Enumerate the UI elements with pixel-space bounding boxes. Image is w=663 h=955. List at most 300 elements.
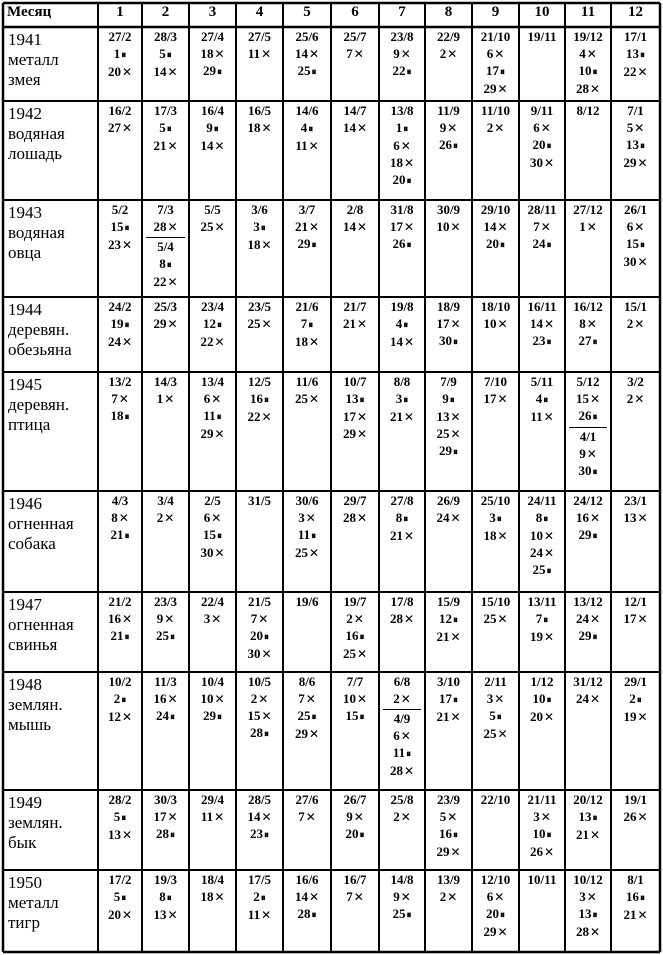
double-bar-icon: ⏸ bbox=[260, 893, 266, 904]
calendar-cell-1946-4 bbox=[237, 492, 282, 591]
day-value: 4 bbox=[300, 120, 308, 135]
new-moon-date bbox=[237, 299, 282, 316]
day-entry bbox=[380, 334, 424, 351]
calendar-cell-1947-9 bbox=[473, 593, 518, 671]
calendar-cell-1945-3 bbox=[190, 373, 235, 490]
double-bar-icon: ⏸ bbox=[264, 729, 269, 740]
day-value: 12 bbox=[439, 611, 452, 626]
day-entry bbox=[190, 545, 235, 562]
day-value: 29 bbox=[623, 155, 637, 170]
cell-divider bbox=[146, 237, 185, 238]
year-label-1949 bbox=[4, 791, 97, 869]
day-value: 29 bbox=[294, 726, 308, 741]
year-number: 1943 bbox=[8, 203, 42, 222]
day-entry bbox=[284, 889, 330, 906]
day-value: 28/11 bbox=[527, 202, 557, 217]
new-moon-date bbox=[143, 299, 188, 316]
day-value: 25 bbox=[532, 562, 546, 577]
calendar-cell-1948-1 bbox=[99, 673, 141, 789]
day-entry bbox=[520, 809, 564, 826]
day-entry bbox=[520, 629, 564, 646]
day-value: 13/12 bbox=[573, 594, 603, 609]
double-bar-icon: ⏸ bbox=[166, 50, 172, 61]
day-value: 7 bbox=[346, 889, 353, 904]
day-entry bbox=[237, 809, 282, 826]
day-entry bbox=[473, 63, 518, 81]
day-value: 16 bbox=[575, 510, 589, 525]
day-value: 11 bbox=[203, 408, 216, 423]
day-value: 16/5 bbox=[247, 103, 272, 118]
day-value: 24 bbox=[529, 545, 543, 560]
day-value: 24 bbox=[107, 334, 121, 349]
new-moon-date bbox=[332, 493, 378, 510]
day-entry bbox=[426, 316, 471, 333]
day-value: 27/12 bbox=[573, 202, 603, 217]
day-entry bbox=[566, 809, 610, 827]
day-entry bbox=[380, 691, 424, 708]
day-value: 6 bbox=[626, 219, 634, 234]
double-bar-icon: ⏸ bbox=[308, 124, 314, 135]
day-entry bbox=[190, 510, 235, 527]
new-moon-date bbox=[99, 299, 141, 316]
cross-mark-icon: ✕ bbox=[634, 317, 645, 331]
cross-mark-icon: ✕ bbox=[121, 710, 133, 724]
day-entry bbox=[99, 237, 141, 254]
day-value: 22 bbox=[247, 409, 261, 424]
day-entry bbox=[380, 391, 424, 409]
new-moon-date bbox=[143, 674, 188, 691]
day-entry bbox=[332, 611, 378, 628]
day-entry bbox=[612, 316, 659, 333]
day-value: 13 bbox=[623, 510, 637, 525]
new-moon-date bbox=[190, 202, 235, 219]
cross-mark-icon: ✕ bbox=[497, 529, 508, 543]
day-value: 21 bbox=[575, 827, 589, 842]
calendar-cell-1942-1 bbox=[99, 102, 141, 199]
day-value: 28 bbox=[575, 81, 589, 96]
cross-mark-icon: ✕ bbox=[214, 427, 225, 441]
day-value: 2 bbox=[626, 391, 634, 406]
calendar-cell-1947-10 bbox=[520, 593, 564, 671]
day-value: 11 bbox=[200, 809, 214, 824]
new-moon-date bbox=[237, 103, 282, 120]
day-entry bbox=[143, 809, 188, 826]
calendar-cell-1946-8 bbox=[426, 492, 471, 591]
cross-mark-icon: ✕ bbox=[261, 810, 272, 824]
day-entry bbox=[566, 333, 610, 351]
month-number: 11 bbox=[580, 4, 596, 20]
cross-mark-icon: ✕ bbox=[589, 828, 601, 842]
day-value: 9 bbox=[393, 889, 400, 904]
day-value: 14 bbox=[294, 889, 308, 904]
day-entry bbox=[426, 709, 471, 726]
day-entry bbox=[99, 46, 141, 64]
calendar-cell-1950-9 bbox=[473, 871, 518, 951]
new-moon-date bbox=[473, 374, 518, 391]
day-value: 26 bbox=[392, 236, 406, 251]
day-entry bbox=[237, 219, 282, 237]
cross-mark-icon: ✕ bbox=[403, 612, 415, 626]
double-bar-icon: ⏸ bbox=[406, 67, 412, 78]
cross-mark-icon: ✕ bbox=[121, 828, 133, 842]
new-moon-date bbox=[612, 299, 659, 316]
day-entry bbox=[520, 528, 564, 545]
day-value: 13 bbox=[626, 137, 639, 152]
day-entry bbox=[284, 63, 330, 81]
year-number: 1947 bbox=[8, 595, 42, 614]
month-label-text: Месяц bbox=[7, 4, 52, 20]
new-moon-date bbox=[426, 103, 471, 120]
new-moon-date bbox=[520, 374, 564, 391]
day-value: 31/12 bbox=[573, 674, 603, 689]
day-value: 21 bbox=[294, 219, 308, 234]
new-moon-date bbox=[612, 674, 659, 691]
double-bar-icon: ⏸ bbox=[640, 50, 645, 61]
new-moon-date bbox=[520, 792, 564, 809]
new-moon-date bbox=[473, 493, 518, 510]
double-bar-icon: ⏸ bbox=[406, 240, 412, 251]
day-value: 30/6 bbox=[295, 493, 319, 508]
new-moon-date bbox=[473, 792, 518, 809]
year-name-line: деревян. bbox=[8, 395, 70, 414]
cross-mark-icon: ✕ bbox=[261, 317, 272, 331]
cross-mark-icon: ✕ bbox=[164, 392, 175, 406]
day-entry bbox=[284, 120, 330, 138]
new-moon-date bbox=[237, 374, 282, 391]
calendar-cell-1945-6 bbox=[332, 373, 378, 490]
day-entry bbox=[143, 907, 188, 924]
day-value: 29 bbox=[153, 316, 167, 331]
calendar-cell-1947-1 bbox=[99, 593, 141, 671]
day-entry bbox=[520, 709, 564, 726]
cross-mark-icon: ✕ bbox=[258, 692, 269, 706]
cross-mark-icon: ✕ bbox=[540, 121, 551, 135]
day-entry bbox=[473, 906, 518, 924]
double-bar-icon: ⏸ bbox=[359, 632, 365, 643]
calendar-cell-1947-2 bbox=[143, 593, 188, 671]
cross-mark-icon: ✕ bbox=[450, 427, 461, 441]
cross-mark-icon: ✕ bbox=[308, 47, 320, 61]
day-value: 23 bbox=[250, 826, 263, 841]
double-bar-icon: ⏸ bbox=[546, 141, 552, 152]
calendar-cell-1941-3 bbox=[190, 28, 235, 100]
day-value: 4 bbox=[395, 316, 403, 331]
day-entry bbox=[380, 46, 424, 63]
day-value: 15/9 bbox=[436, 594, 461, 609]
day-value: 30/9 bbox=[436, 202, 461, 217]
double-bar-icon: ⏸ bbox=[124, 223, 130, 234]
double-bar-icon: ⏸ bbox=[640, 240, 645, 251]
double-bar-icon: ⏸ bbox=[636, 695, 642, 706]
cross-mark-icon: ✕ bbox=[118, 511, 129, 525]
new-moon-date bbox=[190, 674, 235, 691]
cross-mark-icon: ✕ bbox=[305, 692, 316, 706]
calendar-cell-1942-11 bbox=[566, 102, 610, 199]
calendar-cell-1943-12 bbox=[612, 201, 659, 296]
day-entry bbox=[99, 628, 141, 646]
double-bar-icon: ⏸ bbox=[543, 514, 549, 525]
day-value: 12/10 bbox=[480, 872, 511, 887]
new-moon-date bbox=[380, 711, 424, 728]
day-entry bbox=[520, 219, 564, 236]
day-value: 16 bbox=[250, 391, 263, 406]
day-entry bbox=[612, 611, 659, 628]
day-entry bbox=[99, 827, 141, 844]
day-value: 3 bbox=[395, 391, 403, 406]
double-bar-icon: ⏸ bbox=[213, 124, 219, 135]
calendar-cell-1941-5 bbox=[284, 28, 330, 100]
calendar-cell-1944-8 bbox=[426, 298, 471, 371]
day-value: 20 bbox=[107, 64, 121, 79]
day-value: 28/3 bbox=[153, 29, 178, 44]
double-bar-icon: ⏸ bbox=[217, 320, 222, 331]
day-value: 7/3 bbox=[157, 202, 174, 217]
cross-mark-icon: ✕ bbox=[356, 317, 368, 331]
day-entry bbox=[566, 463, 610, 481]
cross-mark-icon: ✕ bbox=[586, 47, 597, 61]
double-bar-icon: ⏸ bbox=[264, 632, 269, 643]
day-entry bbox=[332, 426, 378, 443]
day-value: 18/10 bbox=[480, 299, 511, 314]
day-entry bbox=[237, 691, 282, 708]
day-value: 28 bbox=[389, 611, 403, 626]
day-entry bbox=[99, 709, 141, 726]
day-value: 18 bbox=[483, 528, 497, 543]
double-bar-icon: ⏸ bbox=[170, 712, 175, 723]
new-moon-date bbox=[566, 374, 610, 391]
cross-mark-icon: ✕ bbox=[543, 845, 555, 859]
new-moon-date bbox=[380, 493, 424, 510]
day-entry bbox=[520, 562, 564, 580]
day-value: 12 bbox=[203, 316, 216, 331]
day-value: 2 bbox=[393, 809, 400, 824]
day-value: 29 bbox=[297, 236, 311, 251]
month-number: 7 bbox=[398, 4, 406, 20]
cross-mark-icon: ✕ bbox=[211, 612, 222, 626]
day-value: 16 bbox=[626, 889, 639, 904]
day-value: 8 bbox=[535, 510, 543, 525]
cross-mark-icon: ✕ bbox=[589, 392, 601, 406]
day-value: 15 bbox=[345, 708, 359, 723]
day-value: 9 bbox=[442, 391, 449, 406]
new-moon-date bbox=[99, 594, 141, 611]
cross-mark-icon: ✕ bbox=[308, 890, 320, 904]
calendar-cell-1942-6 bbox=[332, 102, 378, 199]
new-moon-date bbox=[520, 594, 564, 611]
new-moon-date bbox=[380, 594, 424, 611]
new-moon-date bbox=[190, 374, 235, 391]
double-bar-icon: ⏸ bbox=[406, 176, 412, 187]
day-entry bbox=[99, 510, 141, 527]
day-value: 22 bbox=[623, 64, 637, 79]
double-bar-icon: ⏸ bbox=[170, 830, 175, 841]
calendar-cell-1947-3 bbox=[190, 593, 235, 671]
month-number: 12 bbox=[628, 4, 643, 20]
calendar-cell-1943-6 bbox=[332, 201, 378, 296]
day-value: 8/8 bbox=[393, 374, 411, 389]
day-value: 12/5 bbox=[247, 374, 272, 389]
day-value: 24 bbox=[156, 708, 169, 723]
day-value: 18 bbox=[247, 120, 261, 135]
cross-mark-icon: ✕ bbox=[214, 47, 225, 61]
calendar-cell-1947-5 bbox=[284, 593, 330, 671]
day-entry bbox=[426, 844, 471, 861]
cross-mark-icon: ✕ bbox=[450, 845, 461, 859]
day-entry bbox=[237, 907, 282, 924]
cross-mark-icon: ✕ bbox=[494, 890, 505, 904]
new-moon-date bbox=[143, 239, 188, 256]
cross-mark-icon: ✕ bbox=[308, 546, 320, 560]
day-entry bbox=[237, 237, 282, 254]
day-value: 25 bbox=[297, 708, 311, 723]
double-bar-icon: ⏸ bbox=[308, 320, 314, 331]
cross-mark-icon: ✕ bbox=[543, 156, 555, 170]
day-value: 7/9 bbox=[440, 374, 457, 389]
day-value: 23/1 bbox=[623, 493, 648, 508]
calendar-cell-1949-7 bbox=[380, 791, 424, 869]
day-value: 10 bbox=[578, 63, 592, 78]
day-entry bbox=[332, 219, 378, 236]
day-value: 19/12 bbox=[573, 29, 603, 44]
cross-mark-icon: ✕ bbox=[308, 392, 320, 406]
day-entry bbox=[143, 708, 188, 726]
day-entry bbox=[237, 708, 282, 725]
day-entry bbox=[566, 691, 610, 708]
year-label-1941 bbox=[4, 28, 97, 100]
day-entry bbox=[284, 334, 330, 351]
double-bar-icon: ⏸ bbox=[500, 240, 505, 251]
day-value: 3 bbox=[253, 219, 260, 234]
day-value: 2 bbox=[626, 316, 634, 331]
day-value: 25/10 bbox=[480, 493, 511, 508]
day-value: 3 bbox=[579, 889, 586, 904]
day-value: 2/8 bbox=[346, 202, 364, 217]
double-bar-icon: ⏸ bbox=[166, 260, 172, 271]
cross-mark-icon: ✕ bbox=[167, 810, 178, 824]
calendar-cell-1950-6 bbox=[332, 871, 378, 951]
day-entry bbox=[426, 629, 471, 646]
day-entry bbox=[473, 46, 518, 63]
day-entry bbox=[520, 545, 564, 562]
new-moon-date bbox=[284, 792, 330, 809]
new-moon-date bbox=[284, 493, 330, 510]
day-value: 29/4 bbox=[200, 792, 225, 807]
new-moon-date bbox=[143, 594, 188, 611]
day-entry bbox=[332, 628, 378, 646]
new-moon-date bbox=[520, 103, 564, 120]
calendar-cell-1945-2 bbox=[143, 373, 188, 490]
day-value: 21/5 bbox=[247, 594, 272, 609]
day-value: 14/3 bbox=[153, 374, 178, 389]
day-value: 16 bbox=[439, 826, 452, 841]
day-value: 17/8 bbox=[390, 594, 414, 609]
calendar-cell-1941-2 bbox=[143, 28, 188, 100]
new-moon-date bbox=[190, 792, 235, 809]
day-entry bbox=[284, 46, 330, 63]
day-value: 4/3 bbox=[111, 493, 129, 508]
day-value: 7 bbox=[535, 611, 543, 626]
day-value: 27/2 bbox=[108, 29, 132, 44]
day-entry bbox=[190, 611, 235, 628]
new-moon-date bbox=[566, 674, 610, 691]
day-entry bbox=[190, 527, 235, 545]
double-bar-icon: ⏸ bbox=[124, 632, 130, 643]
day-value: 7 bbox=[250, 611, 258, 626]
cross-mark-icon: ✕ bbox=[589, 511, 601, 525]
day-value: 29 bbox=[439, 443, 452, 458]
calendar-cell-1948-3 bbox=[190, 673, 235, 789]
calendar-cell-1948-9 bbox=[473, 673, 518, 789]
day-value: 12/1 bbox=[623, 594, 648, 609]
new-moon-date bbox=[612, 792, 659, 809]
day-entry bbox=[380, 906, 424, 924]
new-moon-date bbox=[566, 429, 610, 446]
double-bar-icon: ⏸ bbox=[121, 813, 127, 824]
day-value: 29 bbox=[203, 63, 216, 78]
day-value: 20/12 bbox=[573, 792, 603, 807]
calendar-cell-1947-8 bbox=[426, 593, 471, 671]
new-moon-date bbox=[380, 29, 424, 46]
day-entry bbox=[612, 709, 659, 726]
day-entry bbox=[566, 827, 610, 844]
double-bar-icon: ⏸ bbox=[403, 514, 409, 525]
header-month-6 bbox=[332, 4, 378, 26]
day-value: 25 bbox=[294, 545, 308, 560]
double-bar-icon: ⏸ bbox=[217, 531, 222, 542]
day-value: 28 bbox=[575, 924, 589, 939]
calendar-cell-1941-6 bbox=[332, 28, 378, 100]
day-value: 1 bbox=[395, 120, 403, 135]
cross-mark-icon: ✕ bbox=[356, 220, 368, 234]
cross-mark-icon: ✕ bbox=[167, 220, 178, 234]
day-entry bbox=[284, 906, 330, 924]
day-entry bbox=[380, 809, 424, 826]
cross-mark-icon: ✕ bbox=[400, 729, 411, 743]
day-entry bbox=[284, 510, 330, 527]
day-entry bbox=[99, 889, 141, 907]
day-value: 13 bbox=[153, 907, 167, 922]
day-entry bbox=[426, 826, 471, 844]
cross-mark-icon: ✕ bbox=[353, 612, 364, 626]
day-value: 18 bbox=[247, 237, 261, 252]
new-moon-date bbox=[99, 29, 141, 46]
cross-mark-icon: ✕ bbox=[167, 275, 178, 289]
day-value: 26/7 bbox=[343, 792, 367, 807]
calendar-cell-1949-9 bbox=[473, 791, 518, 869]
new-moon-date bbox=[612, 202, 659, 219]
day-entry bbox=[426, 443, 471, 461]
day-value: 22 bbox=[200, 334, 214, 349]
new-moon-date bbox=[332, 674, 378, 691]
day-value: 21 bbox=[389, 528, 403, 543]
day-entry bbox=[380, 316, 424, 334]
double-bar-icon: ⏸ bbox=[592, 337, 598, 348]
day-entry bbox=[190, 334, 235, 351]
day-value: 15/1 bbox=[623, 299, 648, 314]
day-entry bbox=[566, 906, 610, 924]
double-bar-icon: ⏸ bbox=[592, 531, 598, 542]
day-value: 9 bbox=[156, 611, 164, 626]
year-name-line: водяная bbox=[8, 124, 65, 143]
day-entry bbox=[426, 137, 471, 155]
calendar-cell-1949-11 bbox=[566, 791, 610, 869]
day-value: 17/3 bbox=[153, 103, 178, 118]
new-moon-date bbox=[520, 299, 564, 316]
day-value: 25 bbox=[294, 391, 308, 406]
cross-mark-icon: ✕ bbox=[543, 529, 555, 543]
day-value: 19/11 bbox=[527, 29, 557, 44]
day-value: 6 bbox=[203, 391, 211, 406]
